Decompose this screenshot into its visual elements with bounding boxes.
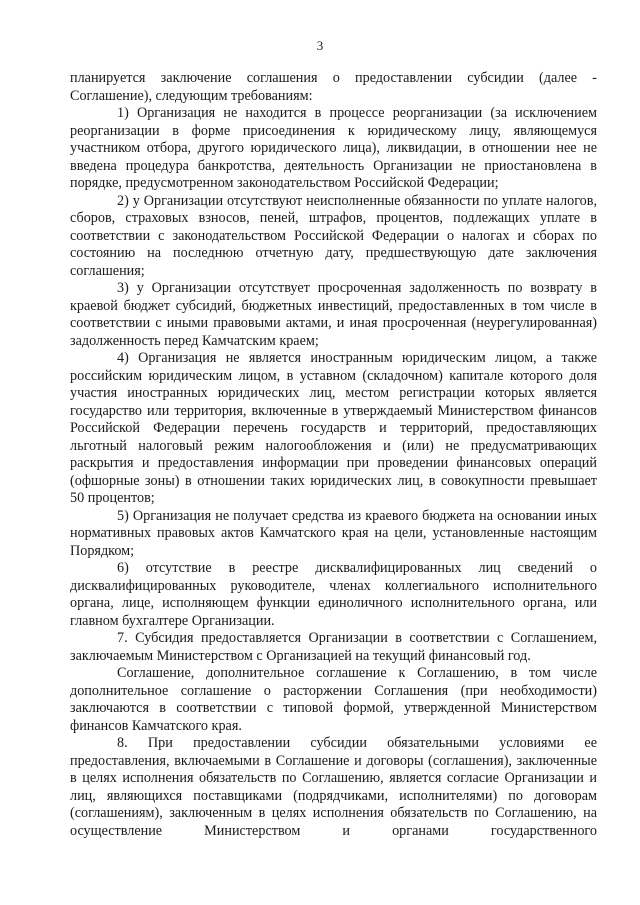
paragraph-requirement-3: 3) у Организации отсутствует просроченная задолженность по возврату в краевой бюджет субсидий, бюджетных инвестиций, предоставленных в том числе в соответствии с иными правовыми актами, и иная просроченная (неурегулированная) задолженность перед Камчатским краем; — [70, 280, 597, 349]
paragraph-requirement-6: 6) отсутствие в реестре дисквалифицированных лиц сведений о дисквалифицированных руководителе, членах коллегиального исполнительного органа, лице, исполняющем функции единоличного исполнительного органа, или главном бухгалтере Организации. — [70, 560, 597, 629]
page-number: 3 — [316, 38, 324, 53]
paragraph-requirement-1: 1) Организация не находится в процессе реорганизации (за исключением реорганизации в форме присоединения к юридическому лицу, являющемуся участником отбора, другого юридического лица), ликвидации, в отношении нее не введена процедура банкротства, деятельность Организации не приостановлена в порядке, предусмотренном законодательством Российской Федерации; — [70, 105, 597, 191]
paragraph-intro-continuation: планируется заключение соглашения о предоставлении субсидии (далее - Соглашение), следующим требованиям: — [70, 70, 597, 104]
paragraph-requirement-5: 5) Организация не получает средства из краевого бюджета на основании иных нормативных правовых актов Камчатского края на цели, установленные настоящим Порядком; — [70, 507, 597, 559]
paragraph-requirement-2: 2) у Организации отсутствуют неисполненные обязанности по уплате налогов, сборов, страховых взносов, пеней, штрафов, процентов, подлежащих уплате в соответствии с законодательством Российской Федерации о налогах и сборах по состоянию на последнюю отчетную дату, предшествующую дате заключения соглашения; — [70, 192, 597, 279]
document-body — [70, 70, 597, 840]
paragraph-requirement-4: 4) Организация не является иностранным юридическим лицом, а также российским юридическим лицом, в уставном (складочном) капитале которого доля участия иностранных юридических лиц, местом регистрации которых является государство или территория, включенные в утверждаемый Министерством финансов Российской Федерации перечень государств и территорий, предоставляющих льготный налоговый режим налогообложения и (или) не предусматривающих раскрытия и предоставления информации при проведении финансовых операций (офшорные зоны) в отношении таких юридических лиц, в совокупности превышает 50 процентов; — [70, 350, 597, 506]
paragraph-clause-8: 8. При предоставлении субсидии обязательными условиями ее предоставления, включаемыми в Соглашение и договоры (соглашения), заключенные в целях исполнения обязательств по Соглашению, является согласие Организации и лиц, являющихся поставщиками (подрядчиками, исполнителями) по договорам (соглашениям), заключенным в целях исполнения обязательств по Соглашению, на осуществление Министерством и органами государственного — [70, 735, 597, 839]
paragraph-agreement-form: Соглашение, дополнительное соглашение к Соглашению, в том числе дополнительное соглашение о расторжении Соглашения (при необходимости) заключаются в соответствии с типовой формой, утвержденной Министерством финансов Камчатского края. — [70, 665, 597, 734]
paragraph-clause-7: 7. Субсидия предоставляется Организации в соответствии с Соглашением, заключаемым Министерством с Организацией на текущий финансовый год. — [70, 630, 597, 664]
